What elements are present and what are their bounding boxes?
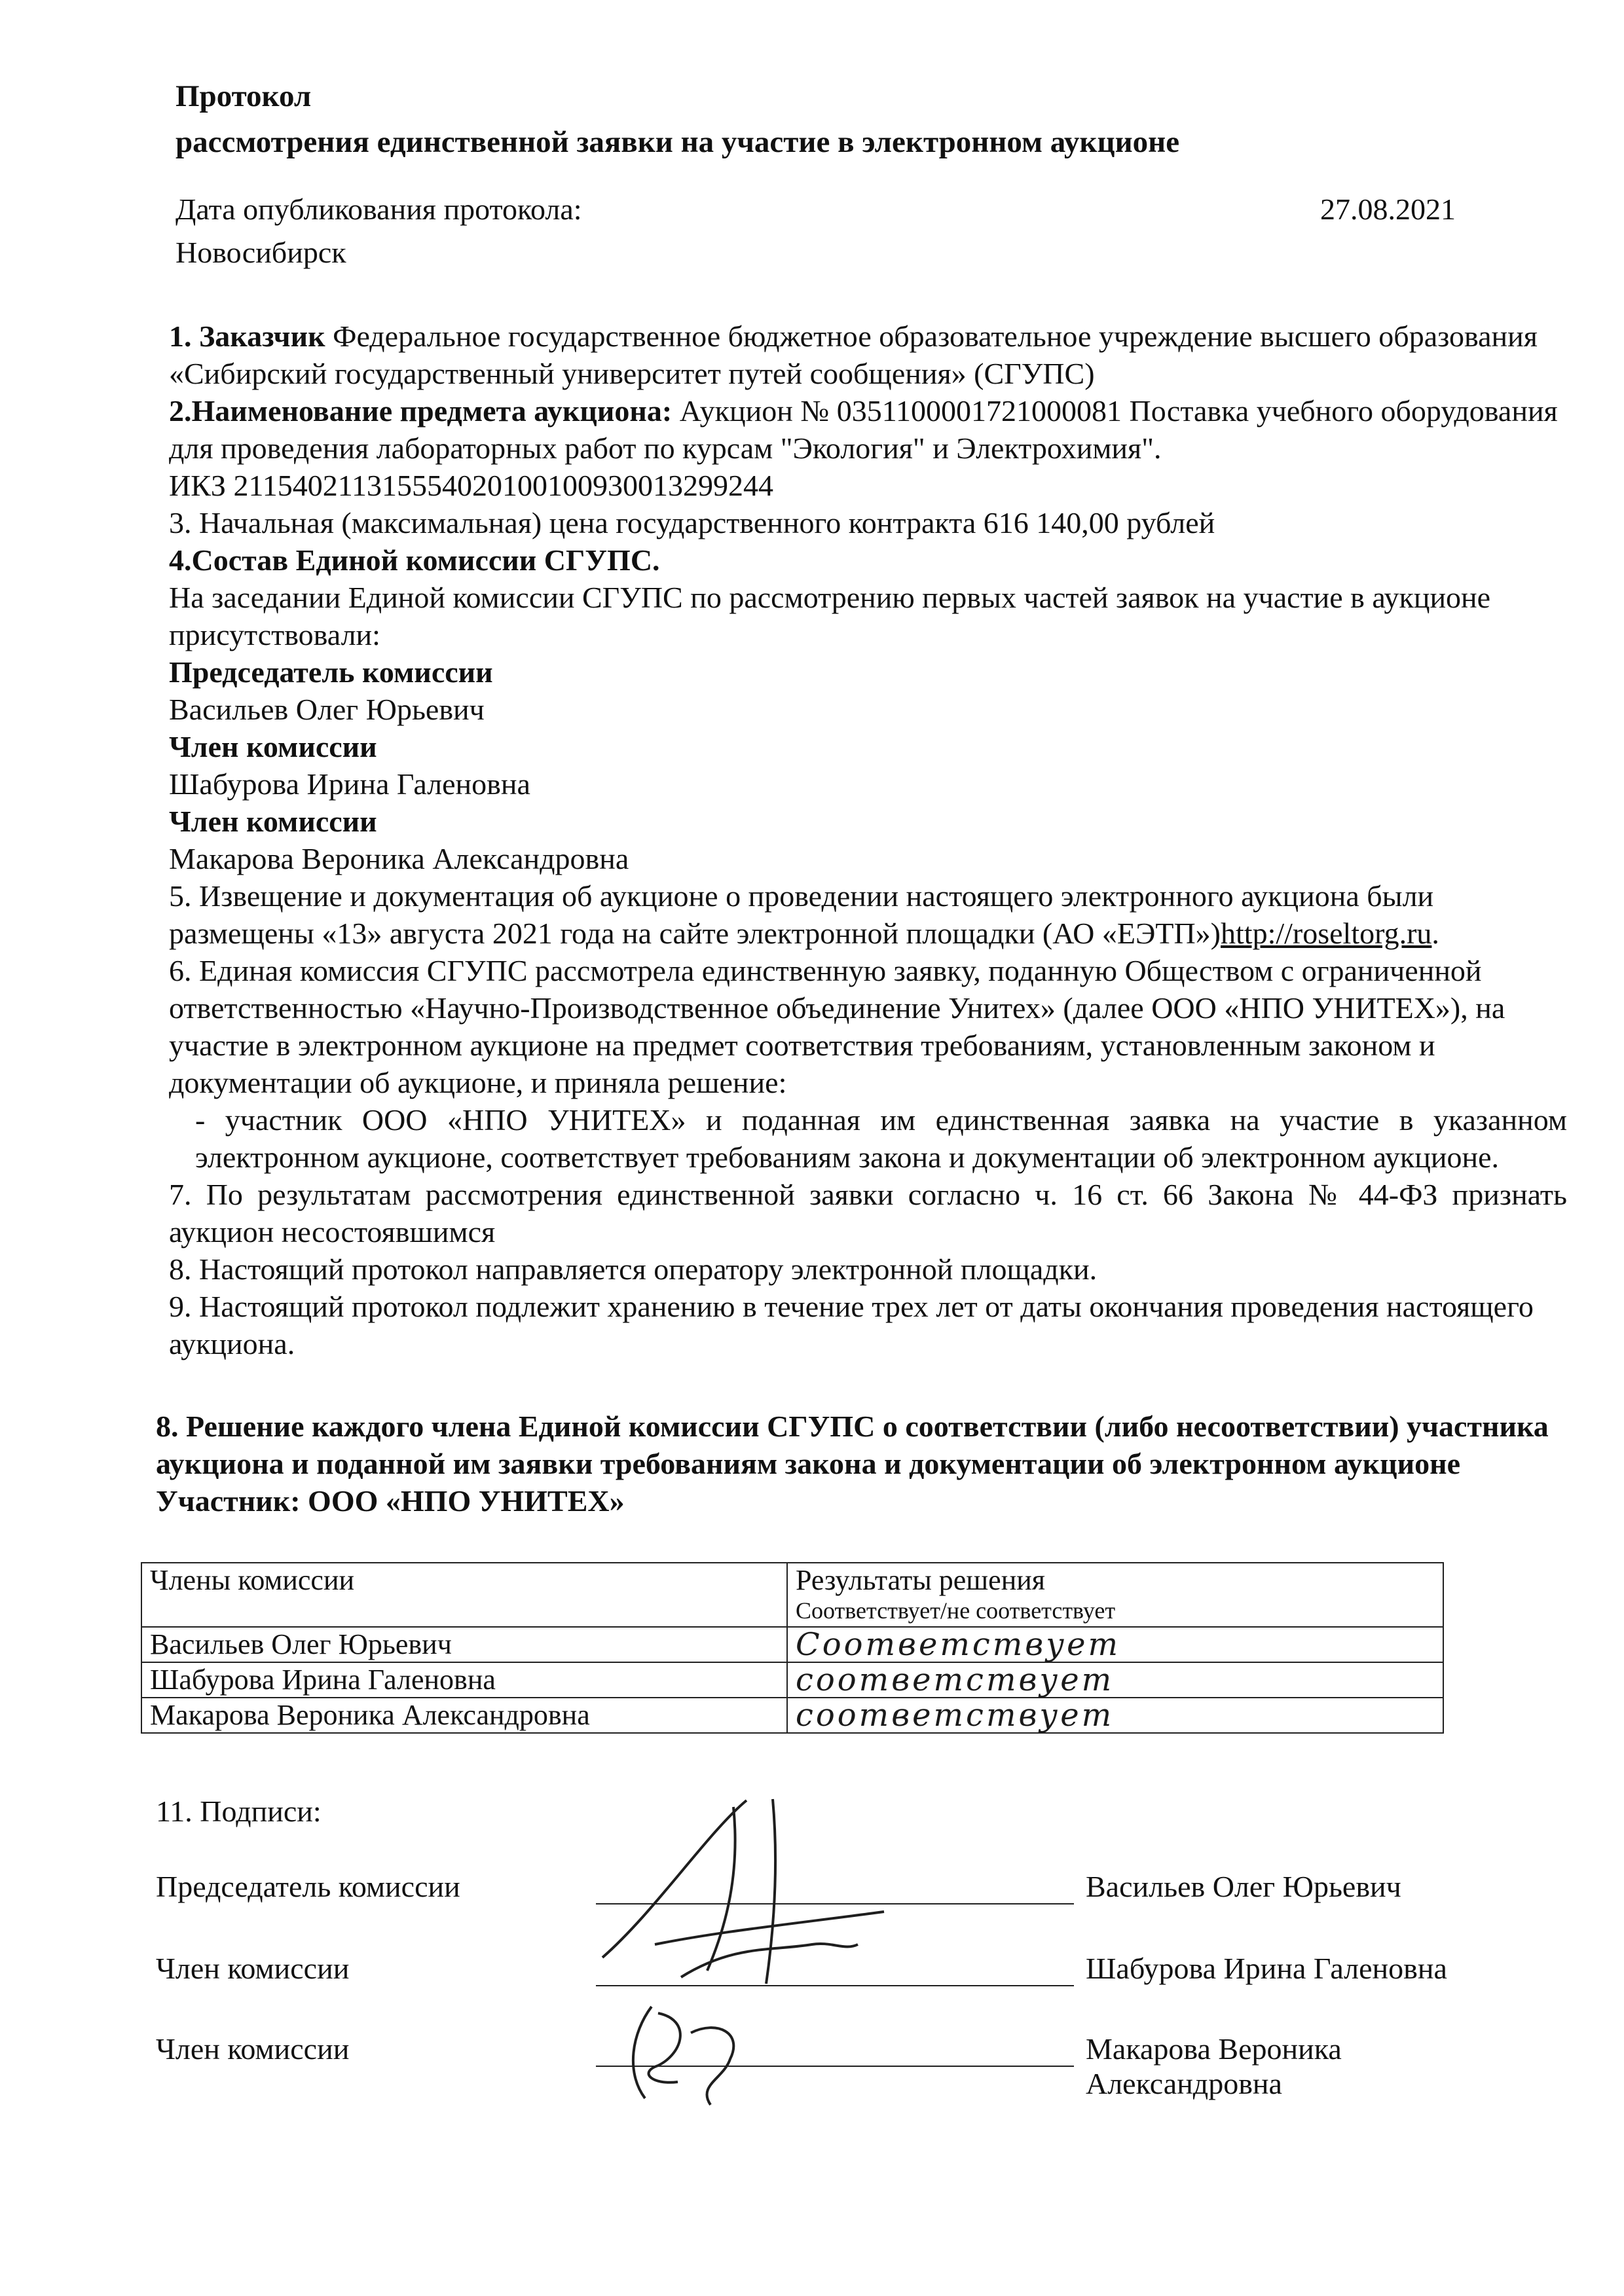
item-subject-text: Аукцион № 0351100001721000081 Поставка учебного оборудования для проведения лабораторных работ по курсам "Экология" и Электрохимия".: [169, 394, 1558, 465]
item-customer-head: 1. Заказчик: [169, 319, 325, 353]
participant-label: Участник: ООО «НПО УНИТЕХ»: [156, 1484, 625, 1518]
member2-signature-scribble: [612, 1994, 783, 2111]
signature-row-member2: [156, 2032, 1531, 2100]
member1-name: Шабурова Ирина Галеновна: [169, 767, 530, 801]
signatures-title: 11. Подписи:: [156, 1795, 322, 1828]
section-decision: [156, 1408, 1583, 1520]
chair-signature-scribble: [576, 1794, 943, 1990]
item-commission-head: 4.Состав Единой комиссии СГУПС.: [169, 543, 660, 577]
item-ikz: ИКЗ 211540211315554020100100930013299244: [169, 469, 774, 502]
table-row: [141, 1698, 1443, 1733]
decision-table: [141, 1562, 1444, 1734]
signature-name: Васильев Олег Юрьевич: [1086, 1870, 1401, 1903]
signature-role: Член комиссии: [156, 1952, 350, 1985]
header-subtitle: рассмотрения единственной заявки на участие в электронном аукционе: [175, 125, 1180, 159]
member-name-cell: Васильев Олег Юрьевич: [141, 1627, 787, 1662]
item-storage: 9. Настоящий протокол подлежит хранению в течение трех лет от даты окончания проведения настоящего аукциона.: [169, 1290, 1534, 1360]
handwritten-result: соответствует: [787, 1698, 1443, 1733]
table-header-row: [141, 1563, 1443, 1627]
item-notice: [169, 877, 1567, 952]
item-review: 6. Единая комиссия СГУПС рассмотрела единственную заявку, поданную Обществом с ограниченной ответственностью «Научно-Производственное объединение Унитех» (далее ООО «НПО УНИТЕХ»), на участие в электронном аукционе на предмет соответствия требованиям, установленным законом и документации об аукционе, и приняла решение:: [169, 954, 1505, 1099]
handwritten-result: соответствует: [787, 1662, 1443, 1698]
handwritten-result: Соответствует: [787, 1627, 1443, 1662]
protocol-body: [169, 318, 1567, 1362]
col-members-header: Члены комиссии: [141, 1563, 787, 1627]
member2-name: Макарова Вероника Александровна: [169, 842, 629, 875]
signature-name: Макарова Вероника Александровна: [1086, 2032, 1342, 2100]
chair-label: Председатель комиссии: [169, 655, 493, 689]
section-decision-title: 8. Решение каждого члена Единой комиссии СГУПС о соответствии (либо несоответствии) участника аукциона и поданной им заявки требованиям закона и документации об электронном аукционе: [156, 1410, 1549, 1480]
item-customer: [169, 318, 1567, 392]
item-decision: - участник ООО «НПО УНИТЕХ» и поданная им единственная заявка на участие в указанном электронном аукционе, соответствует требованиям закона и документации об электронном аукционе.: [195, 1103, 1567, 1174]
member2-label: Член комиссии: [169, 805, 377, 838]
col-results-title: Результаты решения: [796, 1564, 1046, 1596]
date-label: Дата опубликования протокола:: [175, 192, 582, 226]
table-row: [141, 1662, 1443, 1698]
date-value: 27.08.2021: [1320, 192, 1456, 226]
member-name-cell: Макарова Вероника Александровна: [141, 1698, 787, 1733]
chair-name: Васильев Олег Юрьевич: [169, 693, 485, 726]
item-customer-text: Федеральное государственное бюджетное образовательное учреждение высшего образования «Сибирский государственный университет путей сообщения» (СГУПС): [169, 319, 1538, 390]
item-subject: [169, 392, 1567, 467]
col-results-header: [787, 1563, 1443, 1627]
document-header: [175, 73, 1179, 165]
item-result: 7. По результатам рассмотрения единственной заявки согласно ч. 16 ст. 66 Закона № 44-ФЗ признать аукцион несостоявшимся: [169, 1178, 1567, 1248]
city: Новосибирск: [175, 236, 346, 269]
roseltorg-link[interactable]: http://roseltorg.ru: [1221, 917, 1432, 950]
publication-date-row: [175, 190, 1456, 229]
member-name-cell: Шабурова Ирина Галеновна: [141, 1662, 787, 1698]
signature-name: Шабурова Ирина Галеновна: [1086, 1952, 1447, 1985]
item-subject-head: 2.Наименование предмета аукциона:: [169, 394, 673, 428]
item-price: 3. Начальная (максимальная) цена государственного контракта 616 140,00 рублей: [169, 506, 1215, 539]
table-row: [141, 1627, 1443, 1662]
col-results-subtitle: Соответствует/не соответствует: [796, 1597, 1116, 1624]
signature-role: Член комиссии: [156, 2032, 350, 2066]
item-operator: 8. Настоящий протокол направляется оператору электронной площадки.: [169, 1252, 1098, 1286]
header-title: Протокол: [175, 79, 312, 113]
item-notice-text: 5. Извещение и документация об аукционе о проведении настоящего электронного аукциона были размещены «13» августа 2021 года на сайте электронной площадки (АО «ЕЭТП»): [169, 879, 1434, 950]
item-commission-text: На заседании Единой комиссии СГУПС по рассмотрению первых частей заявок на участие в аукционе присутствовали:: [169, 581, 1491, 651]
item-notice-end: .: [1431, 917, 1439, 950]
signature-role: Председатель комиссии: [156, 1870, 460, 1903]
member1-label: Член комиссии: [169, 730, 377, 763]
